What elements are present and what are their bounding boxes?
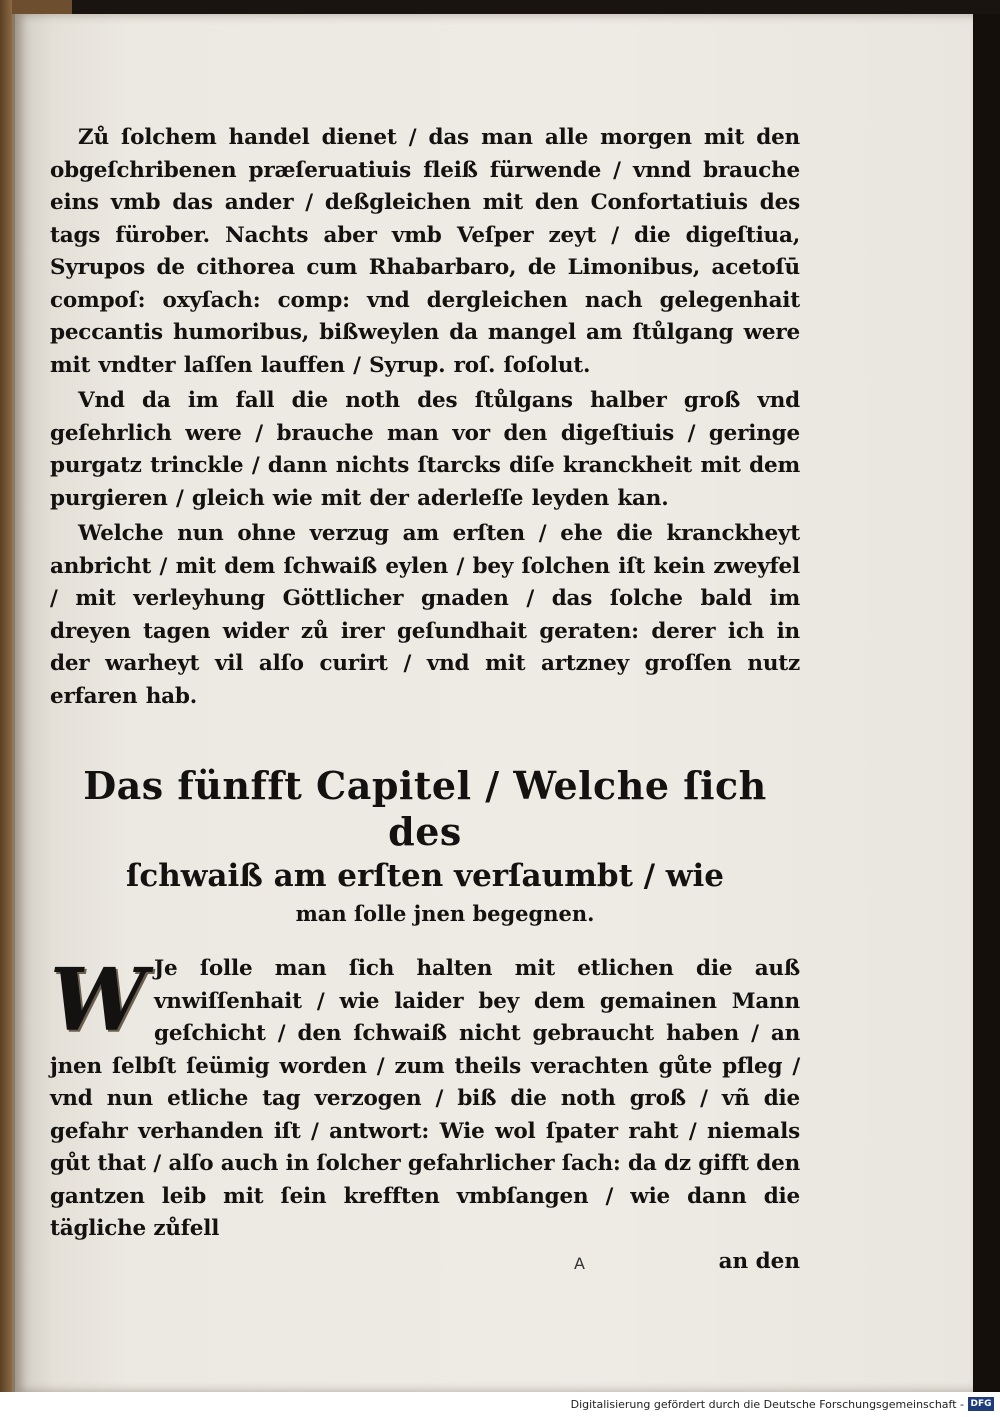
footer <box>0 1392 1000 1417</box>
catchword: an den <box>718 1248 800 1274</box>
chapter-heading-line-1: Das fünfft Capitel / Welche ſich des <box>83 763 767 854</box>
chapter-body <box>49 950 800 1278</box>
book-binding-right <box>970 14 1000 1392</box>
chapter-heading <box>50 763 800 931</box>
book-edge-top <box>12 0 72 14</box>
signature-mark: A <box>574 1254 585 1273</box>
decorated-initial: W <box>49 950 147 1051</box>
chapter-heading-line-3: man ſolle jnen begegnen. <box>295 901 595 926</box>
footer-credit: Digitalisierung gefördert durch die Deutsche Forschungsgemeinschaft - <box>570 1398 964 1411</box>
page-content <box>50 122 800 1278</box>
dfg-logo: DFG <box>968 1397 994 1411</box>
paragraph-3: Welche nun ohne verzug am erſten / ehe die kranckheyt anbricht / mit dem ſchwaiß eylen / bey ſolchen iſt kein zweyfel / mit verleyhung Göttlicher gnaden / das ſolche bald im dreyen tagen wider zů irer geſundhait geraten: derer ich in der warheyt vil alſo curirt / vnd mit artzney groſſen nutz erfaren hab. <box>50 521 800 709</box>
chapter-text: Je ſolle man ſich halten mit etlichen die auß vnwiſſenhait / wie laider bey dem gemainen Mann geſchicht / den ſchwaiß nicht gebraucht haben / an jnen ſelbſt ſeümig worden / zum theils verachten gůte pfleg / vnd nun etliche tag verzogen / biß die noth groß / vñ die gefahr verhanden iſt / antwort: Wie wol ſpater raht / niemals gůt that / alſo auch in ſolcher gefahrlicher ſach: da dz gifft den gantzen leib mit ſein krefften vmbſangen / wie dann die tägliche zůfell <box>50 956 800 1241</box>
book-edge-left <box>0 0 12 1392</box>
paragraph-1: Zů ſolchem handel dienet / das man alle morgen mit den obgeſchribenen præſeruatiuis fleiß fürwende / vnnd brauche eins vmb das ander / deßgleichen mit den Confortatiuis des tags fürober. Nachts aber vmb Veſper zeyt / die digeſtiua, Syrupos de cithorea cum Rhabarbaro, de Limonibus, acetoſū compoſ: oxyſach: comp: vnd dergleichen nach gelegenhait peccantis humoribus, bißweylen da mangel am ſtůlgang were mit vndter laſſen lauffen / Syrup. roſ. ſoſolut. <box>50 125 800 378</box>
paragraph-2: Vnd da im fall die noth des ſtůlgans halber groß vnd geſehrlich were / brauche man vor den digeſtiuis / geringe purgatz trinckle / dann nichts ſtarcks diſe kranckheit mit dem purgieren / gleich wie mit der aderleſſe leyden kan. <box>50 388 800 511</box>
chapter-heading-line-2: ſchwaiß am erſten verſaumbt / wie <box>125 858 724 894</box>
